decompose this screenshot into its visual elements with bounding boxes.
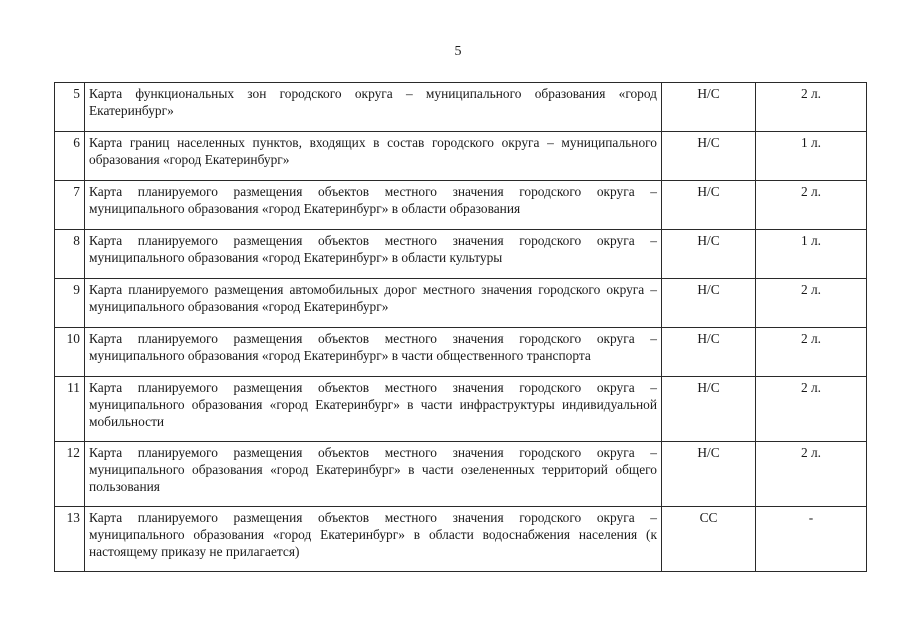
row-number: 10: [55, 328, 85, 377]
secrecy-stamp: Н/С: [662, 442, 756, 507]
secrecy-stamp: Н/С: [662, 230, 756, 279]
secrecy-stamp: Н/С: [662, 328, 756, 377]
table-row: [55, 279, 867, 328]
sheet-count: 1 л.: [756, 132, 867, 181]
table-row: [55, 507, 867, 572]
map-title: Карта планируемого размещения объектов местного значения городского округа – муниципального образования «город Екатеринбург» в части озелененных территорий общего пользования: [85, 442, 662, 507]
row-number: 13: [55, 507, 85, 572]
sheet-count: 2 л.: [756, 328, 867, 377]
map-title: Карта планируемого размещения объектов местного значения городского округа – муниципального образования «город Екатеринбург» в области культуры: [85, 230, 662, 279]
table-row: [55, 442, 867, 507]
row-number: 7: [55, 181, 85, 230]
map-title: Карта границ населенных пунктов, входящих в состав городского округа – муниципального образования «город Екатеринбург»: [85, 132, 662, 181]
page-number: 5: [454, 44, 462, 59]
table-row: [55, 83, 867, 132]
sheet-count: -: [756, 507, 867, 572]
secrecy-stamp: Н/С: [662, 377, 756, 442]
row-number: 6: [55, 132, 85, 181]
secrecy-stamp: Н/С: [662, 181, 756, 230]
map-title: Карта планируемого размещения объектов местного значения городского округа – муниципального образования «город Екатеринбург» в части общественного транспорта: [85, 328, 662, 377]
sheet-count: 2 л.: [756, 442, 867, 507]
row-number: 9: [55, 279, 85, 328]
table-row: [55, 181, 867, 230]
sheet-count: 2 л.: [756, 181, 867, 230]
sheet-count: 2 л.: [756, 83, 867, 132]
row-number: 8: [55, 230, 85, 279]
row-number: 12: [55, 442, 85, 507]
row-number: 11: [55, 377, 85, 442]
map-title: Карта планируемого размещения объектов местного значения городского округа – муниципального образования «город Екатеринбург» в области образования: [85, 181, 662, 230]
row-number: 5: [55, 83, 85, 132]
secrecy-stamp: Н/С: [662, 279, 756, 328]
sheet-count: 2 л.: [756, 279, 867, 328]
map-title: Карта планируемого размещения объектов местного значения городского округа – муниципального образования «город Екатеринбург» в области водоснабжения населения (к настоящему приказу не прилагается): [85, 507, 662, 572]
table-row: [55, 377, 867, 442]
documents-table: [54, 82, 867, 572]
map-title: Карта функциональных зон городского округа – муниципального образования «город Екатеринбург»: [85, 83, 662, 132]
map-title: Карта планируемого размещения объектов местного значения городского округа – муниципального образования «город Екатеринбург» в части инфраструктуры индивидуальной мобильности: [85, 377, 662, 442]
sheet-count: 2 л.: [756, 377, 867, 442]
map-title: Карта планируемого размещения автомобильных дорог местного значения городского округа – муниципального образования «город Екатеринбург»: [85, 279, 662, 328]
secrecy-stamp: СС: [662, 507, 756, 572]
table-row: [55, 230, 867, 279]
secrecy-stamp: Н/С: [662, 83, 756, 132]
table-row: [55, 132, 867, 181]
sheet-count: 1 л.: [756, 230, 867, 279]
table-row: [55, 328, 867, 377]
secrecy-stamp: Н/С: [662, 132, 756, 181]
